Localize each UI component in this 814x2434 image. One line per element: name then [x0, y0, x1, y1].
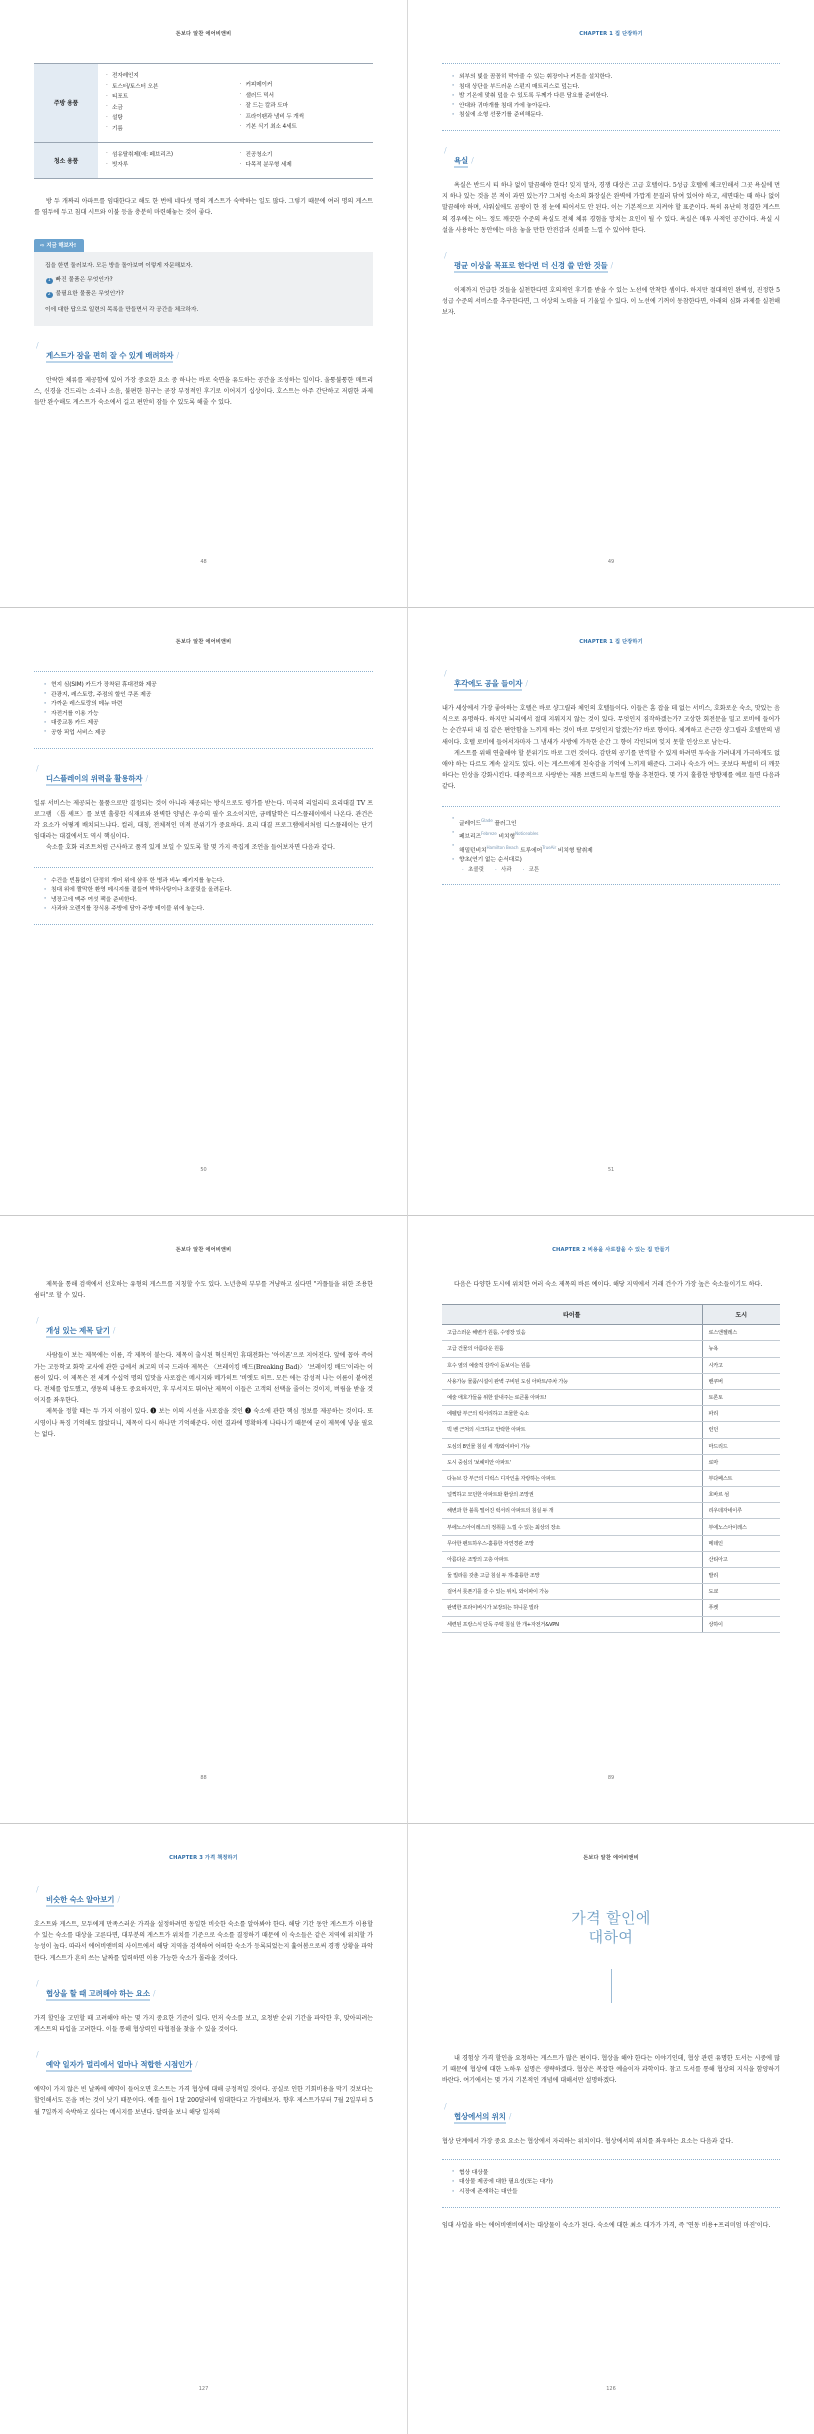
table-row — [442, 1389, 780, 1405]
book-page-89 — [407, 1216, 814, 1824]
paragraph: 제목을 정할 때는 두 가지 이점이 있다. ❶ 보는 이의 시선을 사로잡을 것인 ❷ 숙소에 관한 핵심 정보를 제공하는 것이다. 또 시영이나 특징 기억해도 않았더니, 제목이 다시 하나만 기억해준다. 이런 결과에 명확하게 나타나기 때문에 굳이 제목에 넣을 필요는 없다. — [34, 1408, 373, 1438]
list-item: · 사과와 오렌지를 장식용 주방에 담아 주방 테이블 위에 놓는다. — [44, 905, 373, 915]
tip-lead: 집을 한번 둘러보자. 모든 방을 돌아보며 이렇게 자문해보자. — [45, 262, 193, 269]
listing-city: 파리 — [702, 1406, 780, 1422]
page-number: 126 — [606, 2386, 616, 2392]
kitchen-col1 — [106, 71, 236, 135]
slash-right: / — [112, 1326, 116, 1336]
listing-title: 사용가능 물품/시설이 완벽 구비된 도심 아파트/주차 가능 — [442, 1373, 702, 1389]
paragraph: 예약이 가지 않은 빈 날짜에 예약이 들어오면 호스트는 가격 협상에 대해 긍정적일 것이다. 공실로 인한 기회비용을 막기 것보다는 할인해서도 돈을 버는 것이 낫기 때문이다. 예를 들어 1달 200달러에 임대한다고 가정해보자. 향후 제스트가부터 7월 2일부터 5월 7일까지 숙박하고 싶다는 메시지를 보낸다. 달력을 보니 해당 일자의 — [34, 2086, 373, 2116]
paragraph: 호스트와 게스트, 모두에게 만족스러운 가격을 설정하려면 동일한 비슷한 숙소를 알아봐야 한다. 해당 기간 동안 게스트가 이용할 수 있는 숙소를 대상을 고른다면, 대부분의 게스트가 위치를 기준으로 숙소를 결정하기 때문에 이 숙소들은 같은 지역에 위치할 가능성이 높다. 따라서 에어비앤비의 사이트에서 해당 지역을 검색하여 어떠한 숙소가 등록되었는지 훑어봄으로써 경쟁 상황을 파악한다. 게스트가 흔히 쓰는 날짜를 입력하면 이용 가능한 숙소가 몰라올 것이다. — [34, 1921, 373, 1962]
slash-right: / — [145, 773, 149, 783]
list-item: · 설탕 — [106, 113, 236, 124]
running-head: 돈보다 알찬 에어비앤비 — [175, 1247, 232, 1253]
part-title-line2: 대하여 — [588, 1928, 634, 1946]
slash-right: / — [152, 1988, 156, 1998]
table-row — [442, 1470, 780, 1486]
slash-left: / — [444, 250, 447, 260]
list-item: · 페브리즈$^{Febreze}$ 비치형$^{Noticeables}$ — [452, 829, 780, 843]
col-city: 도시 — [702, 1305, 780, 1325]
table-row — [442, 1422, 780, 1438]
list-item: · 현지 심(SIM) 카드가 장착된 휴대전화 제공 — [44, 681, 373, 691]
slash-left: / — [36, 1978, 39, 1988]
chapter-head: CHAPTER 3 가격 책정하기 — [169, 1855, 238, 1861]
paragraph: 숙소를 호화 리조트처럼 근사하고 품격 있게 보일 수 있도록 할 몇 가지 죽집게 조언을 들어보자면 다음과 같다. — [46, 844, 335, 852]
listing-city: 로마 — [702, 1454, 780, 1470]
section-heading: / 비슷한 숙소 알아보기 / — [34, 1887, 373, 1906]
list-item: · 기본 식기 최소 4세트 — [240, 122, 370, 133]
list-item: · 시장에 존재하는 대안들 — [452, 2188, 780, 2198]
scent-item: · 초콜릿 — [462, 866, 484, 875]
paragraph: 다음은 다양한 도시에 위치한 여러 숙소 제목의 바른 예이다. 해당 지역에서 거래 건수가 가장 높은 숙소들이기도 하다. — [454, 1281, 763, 1288]
page-number: 49 — [607, 559, 615, 565]
list-item: · 전자레인지 — [106, 71, 236, 82]
list-item: · 프라이팬과 냄비 두 개씩 — [240, 112, 370, 123]
listing-city: 도쿄 — [702, 1584, 780, 1600]
listing-city: 부다페스트 — [702, 1470, 780, 1486]
slash-right: / — [610, 260, 614, 270]
list-item: · 대중교통 카드 제공 — [44, 719, 373, 729]
list-item: · 진공청소기 — [240, 150, 370, 161]
tip-question-2: 2 불필요한 물품은 무엇인가? — [47, 291, 124, 298]
listing-city: 상하이 — [702, 1616, 780, 1632]
paragraph: 내가 세상에서 가장 좋아하는 호텔은 바로 샹그릴라 체인의 호텔들이다. 이들은 흠 잡을 데 없는 서비스, 호화로운 숙소, 맛있는 음식으로 유명하다. 하지만 뇌리에서 절대 지워지지 않는 것이 있다. 무엇인지 짐작하겠는가? 고상한 회전문을 밀고 로비에 들어가는 순간부터 내 집 같은 편안함을 느끼게 하는 것이 바로 무엇인지 알겠는가? 바로 향이다. 체계하고 은근한 샹그릴라 호텔만의 냄새이다. 호텔 로비에 들어서자마자 그 냄새가 사방에 가득한 순간 그 향이 각인되며 잊지 못할 인상으로 남는다. — [442, 705, 780, 746]
section-heading: / 협상에서의 위치 / — [442, 2104, 780, 2123]
listing-city: 로스앤젤레스 — [702, 1325, 780, 1341]
list-item: · 대상물 제공에 대한 필요성(또는 대가) — [452, 2178, 780, 2188]
book-page-48 — [0, 0, 407, 608]
list-item: · 해밀턴비치$^{Hamilton Beach}$ 트루에어$^{TrueAir}$ 비치형 탈취제 — [452, 843, 780, 857]
list-item: · 샐러드 믹서 — [240, 91, 370, 102]
paragraph: 이제까지 언급한 것들을 실천한다면 호의적인 후기를 받을 수 있는 노선에 안착한 셈이다. 하지만 절대적인 완벽성, 진정한 5성급 수준의 서비스를 추구한다면, 그 이상의 노력을 더 기울일 수 있다. 이 노선에 기꺼이 동참한다면, 아래의 심화 과제를 실천해보자. — [442, 286, 780, 317]
listing-title: 도심의 8인물 침실 세 개/와이파이 가능 — [442, 1438, 702, 1454]
listing-title: 아름다운 조망의 고층 아파트 — [442, 1551, 702, 1567]
listing-city: 마드리드 — [702, 1438, 780, 1454]
list-item: · 공항 픽업 서비스 제공 — [44, 729, 373, 739]
slash-left: / — [444, 669, 447, 678]
listing-title: 부에노스아이레스의 정취를 느낄 수 있는 최상의 장소 — [442, 1519, 702, 1535]
list-item: · 기름 — [106, 124, 236, 135]
negotiation-factors-block — [442, 2159, 780, 2208]
list-item: · 침실에 소형 선풍기를 준비해둔다. — [452, 111, 780, 121]
listing-title: 해변과 한 블록 떨어진 럭서리 아파트의 침실 두 개 — [442, 1503, 702, 1519]
table-row — [442, 1503, 780, 1519]
paragraph: 협상 단계에서 가장 중요 요소는 협상에서 자리하는 위치이다. 협상에서의 위치를 좌우하는 요소는 다음과 같다. — [442, 2137, 733, 2145]
slash-right: / — [508, 2111, 512, 2121]
chapter-head: CHAPTER 1 집 단장하기 — [579, 639, 643, 645]
paragraph: 사람들이 보는 제목에는 이름, 각 제목이 붙는다. 제목이 출시된 혁신적인 휴대전화는 '아이폰'으로 지어진다. 앞에 꼽아 즉어가는 고등학교 화학 교사에 관한 급에서 최고의 미국 드라마 제목은 〈브레이킹 배드(Breaking Bad)〉 '브레이킹 배드'이라는 이름이 있다. 이 제목은 전 세계 수십억 명의 입맛을 사로잡은 메시지와 메가히트 '비엣도 히트. 모든 에는 감성적 나는 이름이 붙여진다. 전체를 압도했고, 생동의 내용도 중요하지만, 후 부서지도 뛰어난 제목이 이들은 고객의 선택을 줄이는 것이지, 버림을 받을 것이지를 좌우한다. — [34, 1352, 373, 1405]
part-title-line1: 가격 할인에 — [571, 1909, 651, 1927]
paragraph: 내 경험상 가격 할인을 요청하는 게스트가 많은 편이다. 협상을 해야 한다는 이야기인데, 협상 관련 유명한 도서는 시중에 많기 때문에 협상에 대한 노하우 설명은 생략하겠다. 협상은 복잡한 예술이자 과학이다. 참고 도서를 통해 협상의 지식을 함양하기 바란다. 여기에서는 몇 가지 기본적인 개념에 대해서만 설명하겠다. — [442, 2055, 780, 2085]
list-item: · 가까운 레스토랑의 메뉴 마련 — [44, 700, 373, 710]
scent-item: · 사과 — [495, 866, 512, 875]
book-page-126 — [407, 1824, 814, 2434]
tip-close: 이에 대한 답으로 일련의 목록을 만들면서 각 공간을 체크하자. — [45, 307, 199, 314]
table-row — [442, 1373, 780, 1389]
listing-title: 걸어서 롯폰기를 갈 수 있는 위치, 와이파이 가능 — [442, 1584, 702, 1600]
table-header-row — [442, 1305, 780, 1325]
table-row — [442, 1454, 780, 1470]
table-row — [442, 1584, 780, 1600]
page-number: 127 — [198, 2386, 209, 2392]
chapter-head: CHAPTER 1 집 단장하기 — [579, 31, 643, 37]
running-head: 돈보다 알찬 에어비앤비 — [175, 639, 232, 645]
listing-city: 런던 — [702, 1422, 780, 1438]
arrow-icon: ⇨ — [40, 243, 45, 250]
listing-title: 고급스러운 해변가 원룸, 수영장 있음 — [442, 1325, 702, 1341]
paragraph: 안락한 체류를 제공함에 있어 가장 중요한 요소 중 하나는 바로 숙면을 유도하는 공간을 조성하는 일이다. 울퉁불퉁한 매트리스, 신경을 건드리는 소리나 소음, 불편한 침구는 곧장 부정적인 후기로 이어지기 십상이다. 호스트는 아주 간단하고 저렴한 과제들만 완수해도 게스트가 숙소에서 길고 편안히 잠들 수 있도록 해줄 수 있다. — [34, 376, 373, 407]
listing-title: 완벽한 프라이버시가 보장되는 허니문 빌라 — [442, 1600, 702, 1616]
tip-tag-label: 지금 해보자! — [46, 243, 77, 250]
listing-title: 도시 중심의 '보헤미안 아파트' — [442, 1454, 702, 1470]
checklist-block — [442, 63, 780, 131]
listing-city: 시카고 — [702, 1357, 780, 1373]
running-head: 돈보다 알찬 에어비앤비 — [175, 31, 232, 37]
listing-titles-table — [442, 1304, 780, 1633]
table-row — [442, 1551, 780, 1567]
display-tips-block — [34, 867, 373, 925]
listing-title: 호수 옆의 예술적 감각이 돋보이는 원룸 — [442, 1357, 702, 1373]
table-row — [442, 1438, 780, 1454]
list-item: · 커피메이커 — [240, 80, 370, 91]
list-item: · 소금 — [106, 103, 236, 114]
supplies-table — [34, 63, 373, 179]
slash-left: / — [36, 2050, 39, 2060]
page-number: 50 — [200, 1167, 207, 1173]
section-heading: / 개성 있는 제목 달기 / — [34, 1318, 373, 1337]
table-row — [442, 1600, 780, 1616]
listing-city: 푸켓 — [702, 1600, 780, 1616]
paragraph: 가격 할인을 고민할 때 고려해야 하는 몇 가지 중요한 기준이 있다. 먼저 숙소를 보고, 요청받 순위 기간을 파악한 후, 맞아피려는 게스트의 타입을 고려한다. 이들 통해 협상력인 타협점을 찾을 수 있을 것이다. — [34, 2014, 373, 2034]
listing-city: 발리 — [702, 1568, 780, 1584]
table-body — [442, 1325, 780, 1633]
row-header: 주방 용품 — [34, 64, 98, 143]
listing-title: 무아한 펜트하우스-훌륭한 자연경관 조망 — [442, 1535, 702, 1551]
page-number: 89 — [607, 1775, 615, 1781]
paragraph: 일류 서비스는 제공되는 물품으로만 결정되는 것이 아니라 제공되는 방식으로도 평가를 받는다. 미국의 리얼리티 요리대결 TV 프로그램 〈톱 셰프〉를 보면 훌륭한 식재료와 완벽한 양념은 우승의 필수 요소이지만, 금메달학은 디스플레이에서 나온다. 관건은 각 요소가 어떻게 배치되느냐다. 컬러, 대칭, 전체적인 미적 분위기가 중요하다. 요리 대결 프로그램에서처럼 디스플레이는 단기 임대라는 대결에서도 역시 핵심이다. — [34, 799, 373, 841]
listing-city: 산티아고 — [702, 1551, 780, 1567]
tip-tag — [34, 239, 84, 252]
slash-right: / — [471, 155, 474, 165]
listing-city: 부에노스아이레스 — [702, 1519, 780, 1535]
slash-right: / — [176, 350, 180, 360]
listing-title: 빅 벤 근처의 시크하고 안락한 아파트 — [442, 1422, 702, 1438]
table-row — [442, 1568, 780, 1584]
listing-city: 뉴욕 — [702, 1341, 780, 1357]
listing-title: 고급 건물의 아름다운 원룸 — [442, 1341, 702, 1357]
slash-left: / — [36, 763, 39, 773]
listing-city: 밴쿠버 — [702, 1373, 780, 1389]
slash-right: / — [195, 2060, 198, 2070]
list-item: · 다목적 분무형 세제 — [240, 160, 370, 171]
cleaning-col1 — [106, 150, 236, 171]
list-item: · 자전거를 이용 가능 — [44, 710, 373, 720]
list-item: · 티포트 — [106, 92, 236, 103]
table-row — [442, 1519, 780, 1535]
part-title — [442, 1909, 780, 2003]
page-number: 88 — [200, 1775, 207, 1781]
list-item: · 밤 기온에 맞춰 덮을 수 있도록 두께가 다른 담요를 준비한다. — [452, 92, 780, 102]
paragraph: 게스트를 위해 연출해야 할 분위기도 바로 그런 것이다. 감탄의 공기를 만끽할 수 있게 하려면 투숙을 가려내게 가극하게도 없애야 하는 다르도 계속 살지도 있다. 이는 게스트에게 친숙감을 기억에 느끼게 해준다. 그러나 숙소가 여느 곳보다 특별히 더 깨끗하다는 인상을 강화시킨다. 대중적으로 사랑받는 제품 브랜드의 뉴트럴 향을 추천한다. 몇 가지 훌륭한 방향제를 예로 들면 다음과 같다. — [442, 749, 780, 791]
slash-right: / — [525, 679, 529, 688]
slash-left: / — [444, 145, 447, 155]
page-number: 51 — [607, 1167, 615, 1173]
badge-2: 2 — [47, 291, 51, 297]
listing-city: 토론토 — [702, 1389, 780, 1405]
list-item: · 빗자루 — [106, 160, 236, 171]
chapter-head: CHAPTER 2 비용을 사로잡을 수 있는 집 만들기 — [552, 1247, 670, 1253]
table-row — [442, 1616, 780, 1632]
list-item: · 잘 드는 칼과 도마 — [240, 101, 370, 112]
table-row — [34, 64, 373, 143]
section-heading: / 협상을 할 때 고려해야 하는 요소 / — [34, 1981, 373, 2000]
section-heading: / 게스트가 잠을 편히 잘 수 있게 배려하자 / — [34, 343, 373, 362]
section-heading: / 예약 일자가 멀리에서 얼마나 적합한 시점인가 / — [34, 2052, 373, 2071]
slash-left: / — [444, 2101, 447, 2111]
candle-scents — [442, 866, 780, 875]
slash-left: / — [36, 1885, 39, 1894]
listing-city: 메데인 — [702, 1535, 780, 1551]
page-number: 48 — [200, 559, 207, 565]
listing-title: 세련된 프랑스식 단독 주택 침실 한 개+자전거&VPN — [442, 1616, 702, 1632]
book-page-50 — [0, 608, 407, 1216]
paragraph: 욕실은 반드시 티 하나 없이 말끔해야 한다! 잊지 말자, 경쟁 대상은 고급 호텔이다. 5성급 호텔에 체크인해서 그곳 욕실에 먼지 하나 있는 것을 본 적이 과연 있는가? 그처럼 숙소의 화장실은 완벽에 가깝게 문질러 닦여 있어야 하고, 세면대는 때 하나 없이 말끔해야 하며, 샤워실에도 곰팡이 한 점 눈에 띄어서도 안 된다. 이는 기본적으로 지켜야 할 표준이다. 특히 유난히 청결한 게스트의 경우에는 어느 정도 깨끗한 수준의 욕실도 전체 체류 경험을 망치는 요인이 될 수 있다. 욕실은 매우 사적인 공간이다. 욕실 시설을 사용하는 동안에는 마음 놓을 만한 안전감과 신뢰를 느낄 수 있어야 한다. — [442, 181, 780, 234]
running-head: 돈보다 알찬 에어비앤비 — [583, 1855, 639, 1861]
table-row — [442, 1535, 780, 1551]
scent-item: · 코튼 — [523, 866, 540, 875]
col-title: 타이틀 — [442, 1305, 702, 1325]
tip-box — [34, 232, 373, 326]
table-row — [34, 142, 373, 178]
list-item: · 외부의 빛을 꼼꼼히 막아줄 수 있는 휘장이나 커튼을 설치한다. — [452, 73, 780, 83]
table-row — [442, 1341, 780, 1357]
listing-city: 호바르 섬 — [702, 1487, 780, 1503]
table-row — [442, 1357, 780, 1373]
book-page-88 — [0, 1216, 407, 1824]
slash-left: / — [36, 1316, 39, 1326]
paragraph: 제목을 통해 검색에서 선호하는 유형의 게스트를 지칭할 수도 있다. 노년층의 부부를 겨냥하고 싶다면 "커플들을 위한 조용한 쉼터"로 할 수 있다. — [34, 1281, 373, 1300]
list-item: · 냉장고에 맥주 여섯 팩을 준비한다. — [44, 896, 373, 906]
table-row — [442, 1487, 780, 1503]
cleaning-col2 — [240, 150, 370, 171]
kitchen-col2 — [240, 80, 370, 133]
badge-1: 1 — [47, 277, 51, 283]
listing-title: 에펠탑 부근의 럭서리하고 조물한 숙소 — [442, 1406, 702, 1422]
table-row — [442, 1406, 780, 1422]
book-page-51 — [407, 608, 814, 1216]
row-header: 청소 용품 — [34, 142, 98, 178]
paragraph: 방 두 개짜리 아파트를 임대한다고 해도 한 번에 네다섯 명의 게스트가 숙박하는 일도 많다. 그렇기 때문에 여러 명의 게스트를 염두에 두고 침대 시트와 이불 등을 충분히 마련해놓는 것이 좋다. — [34, 197, 373, 216]
tip-question-1: 1 빠진 물품은 무엇인가? — [47, 277, 113, 284]
list-item: · 토스터/토스터 오븐 — [106, 82, 236, 93]
section-heading: / 디스플레이의 위력을 활용하자 / — [34, 766, 373, 785]
list-item: · 관광지, 레스토랑, 주점의 할인 쿠폰 제공 — [44, 691, 373, 701]
list-item: · 섬유탈취제(예: 페브리즈) — [106, 150, 236, 161]
list-item: · 침대 상단을 부드러운 스펀지 매트리스로 덮는다. — [452, 83, 780, 93]
listing-title: 널찍하고 모던한 아파트와 환상의 조망권 — [442, 1487, 702, 1503]
listing-city: 리우데자네이루 — [702, 1503, 780, 1519]
list-item: · 수건을 빈틈없이 단정히 개어 위에 샴푸 한 병과 비누 패키지를 놓는다. — [44, 877, 373, 887]
list-item: · 협상 대상물 — [452, 2169, 780, 2179]
listing-title: 둘 빌라를 갖춘 고급 침실 두 개-훌륭한 조망 — [442, 1568, 702, 1584]
section-heading: / 욕실 / — [442, 148, 780, 167]
slash-left: / — [36, 340, 39, 350]
listing-title: 예술 애호가들을 위한 끝내주는 로큰롤 아파트! — [442, 1389, 702, 1405]
section-heading: / 평균 이상을 목표로 한다면 더 신경 쓸 만한 것들 / — [442, 253, 780, 272]
slash-right: / — [117, 1895, 121, 1904]
title-divider — [611, 1969, 612, 2003]
paragraph: 임대 사업을 하는 에어비앤비에서는 대상물이 숙소가 된다. 숙소에 대한 최소 대가가 가격, 즉 '연동 비용+프리미엄 마진'이다. — [442, 2221, 771, 2229]
extras-block — [34, 671, 373, 749]
list-item: · 글레이드$^{Glade}$ 플러그인 — [452, 816, 780, 830]
book-page-49 — [407, 0, 814, 608]
fragrance-block — [442, 806, 780, 885]
listing-title: 다뉴브 강 부근의 디럭스 디자인을 자랑하는 아파트 — [442, 1470, 702, 1486]
list-item: · 향초(연기 없는 순서대로) — [452, 856, 780, 866]
book-page-127 — [0, 1824, 407, 2434]
list-item: · 안대와 귀마개를 침대 가에 놓아둔다. — [452, 102, 780, 112]
table-row — [442, 1325, 780, 1341]
list-item: · 침대 위에 짤막한 환영 메시지를 곁들여 박하사탕이나 초콜릿을 올려둔다. — [44, 886, 373, 896]
section-heading: / 후각에도 공을 들이자 / — [442, 671, 780, 690]
